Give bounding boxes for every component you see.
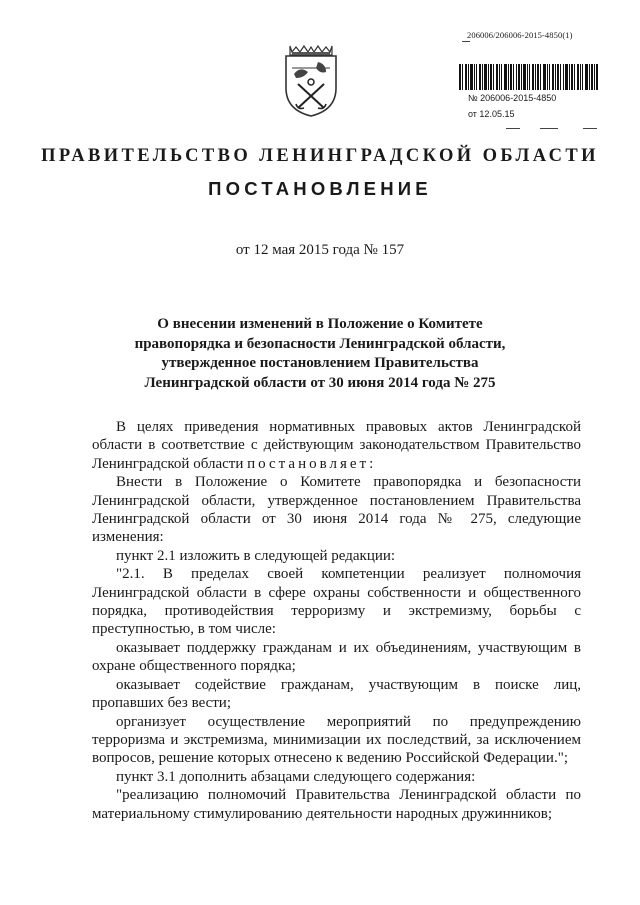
subject-line: утвержденное постановлением Правительства xyxy=(161,355,479,371)
paragraph xyxy=(92,418,581,473)
document-type: ПОСТАНОВЛЕНИЕ xyxy=(208,178,432,199)
divider xyxy=(506,128,520,129)
subject-line: О внесении изменений в Положение о Комитете xyxy=(157,316,483,332)
paragraph: "реализацию полномочий Правительства Ленинградской области по материальному стимулированию деятельности народных дружинников; xyxy=(92,787,581,822)
document-body xyxy=(92,418,581,823)
subject-line: Ленинградской области от 30 июня 2014 года № 275 xyxy=(144,374,496,391)
registration-code: 206006/206006-2015-4850(1) xyxy=(467,30,573,40)
paragraph: оказывает поддержку гражданам и их объединениям, участвующим в охране общественного порядка; xyxy=(92,639,581,675)
resolves-word: постановляет: xyxy=(247,455,377,472)
paragraph: пункт 2.1 изложить в следующей редакции: xyxy=(116,547,396,564)
barcode-number: № 206006-2015-4850 xyxy=(468,93,557,103)
paragraph: пункт 3.1 дополнить абзацами следующего содержания: xyxy=(116,768,476,785)
paragraph: Внести в Положение о Комитете правопорядка и безопасности Ленинградской области, утвержденное постановлением Правительства Ленинградской области от 30 июня 2014 года № 275, следующие изменения: xyxy=(92,474,581,546)
divider xyxy=(583,128,597,129)
document-subject xyxy=(0,315,640,393)
divider xyxy=(462,41,470,42)
barcode-icon xyxy=(459,64,598,90)
paragraph-text: В целях приведения нормативных правовых актов Ленинградской области в соответствие с действующим законодательством Правительство Ленинградской области xyxy=(92,419,581,472)
divider xyxy=(540,128,558,129)
leningrad-oblast-coat-of-arms-icon xyxy=(282,44,340,118)
government-name: ПРАВИТЕЛЬСТВО ЛЕНИНГРАДСКОЙ ОБЛАСТИ xyxy=(41,146,599,166)
paragraph: оказывает содействие гражданам, участвующим в поиске лиц, пропавших без вести; xyxy=(92,676,581,712)
paragraph: организует осуществление мероприятий по предупреждению терроризма и экстремизма, минимизации их последствий, за исключением вопросов, решение которых отнесено к ведению Российской Федерации."; xyxy=(92,713,581,767)
document-date-number: от 12 мая 2015 года № 157 xyxy=(235,242,405,258)
subject-line: правопорядка и безопасности Ленинградской области, xyxy=(134,335,506,352)
barcode-date: от 12.05.15 xyxy=(468,109,515,119)
paragraph: "2.1. В пределах своей компетенции реализует полномочия Ленинградской области в сфере охраны собственности и общественного порядка, противодействия терроризму и экстремизму, борьбы с преступностью, в том числе: xyxy=(92,566,581,638)
